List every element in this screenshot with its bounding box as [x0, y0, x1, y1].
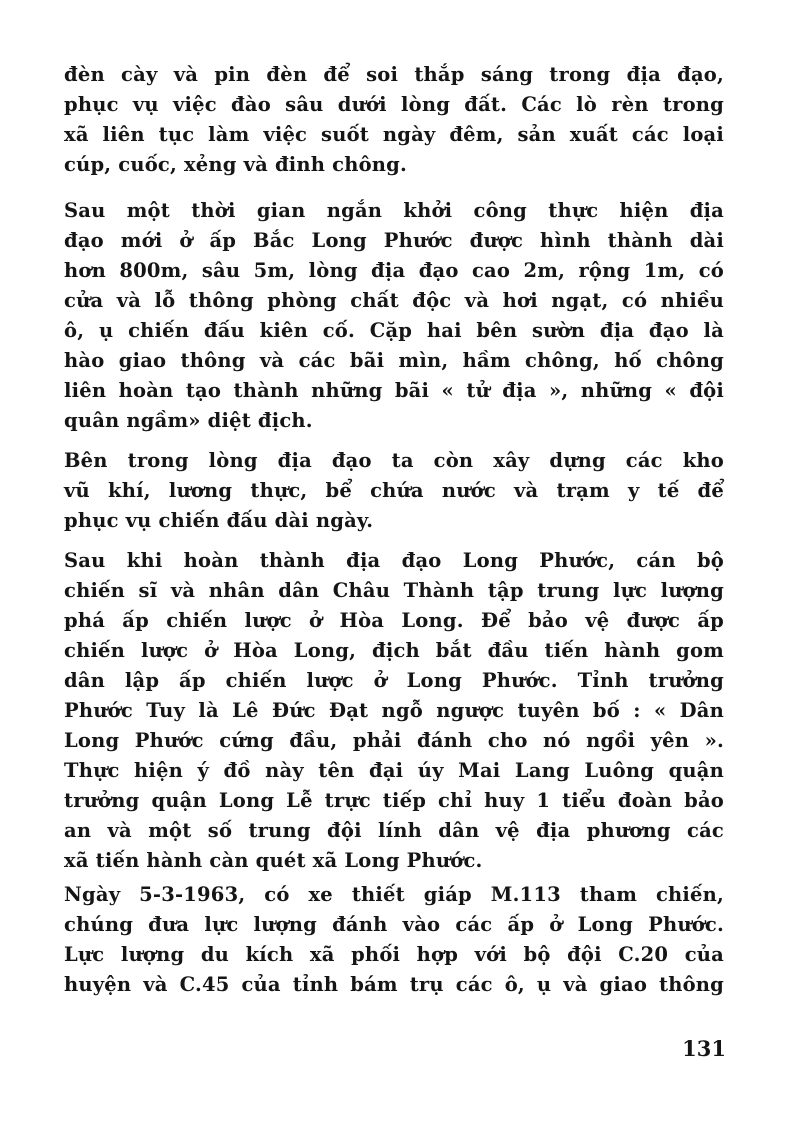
text-line: quân ngầm» diệt địch.	[64, 409, 313, 432]
paragraph-3	[64, 446, 724, 536]
text-line: Ngày 5-3-1963, có xe thiết giáp M.113 tham chiến,	[64, 883, 724, 906]
text-line: Long Phước cứng đầu, phải đánh cho nó ngồi yên ».	[64, 729, 724, 752]
text-line: xã tiến hành càn quét xã Long Phước.	[64, 849, 483, 872]
text-line: Sau khi hoàn thành địa đạo Long Phước, cán bộ	[64, 549, 724, 572]
text-line: chiến lược ở Hòa Long, địch bắt đầu tiến hành gom	[64, 639, 724, 662]
text-line: phục vụ việc đào sâu dưới lòng đất. Các lò rèn trong	[64, 93, 724, 116]
text-line: Bên trong lòng địa đạo ta còn xây dựng các kho	[64, 449, 724, 472]
text-line: đạo mới ở ấp Bắc Long Phước được hình thành dài	[64, 229, 724, 252]
text-line: cúp, cuốc, xẻng và đinh chông.	[64, 153, 408, 176]
paragraph-4	[64, 546, 724, 876]
text-line: cửa và lỗ thông phòng chất độc và hơi ngạt, có nhiều	[64, 289, 724, 312]
text-line: huyện và C.45 của tỉnh bám trụ các ô, ụ và giao thông	[64, 973, 724, 996]
text-line: an và một số trung đội lính dân vệ địa phương các	[64, 819, 724, 842]
text-line: Sau một thời gian ngắn khởi công thực hiện địa	[64, 199, 724, 222]
paragraph-2	[64, 196, 724, 436]
text-line: Lực lượng du kích xã phối hợp với bộ đội C.20 của	[64, 943, 724, 966]
text-line: trưởng quận Long Lễ trực tiếp chỉ huy 1 tiểu đoàn bảo	[64, 789, 724, 812]
text-line: hơn 800m, sâu 5m, lòng địa đạo cao 2m, rộng 1m, có	[64, 259, 724, 282]
text-line: chiến sĩ và nhân dân Châu Thành tập trung lực lượng	[64, 579, 724, 602]
text-line: ô, ụ chiến đấu kiên cố. Cặp hai bên sườn địa đạo là	[64, 319, 724, 342]
text-line: dân lập ấp chiến lược ở Long Phước. Tỉnh trưởng	[64, 669, 724, 692]
paragraph-5	[64, 880, 724, 1000]
text-line: phá ấp chiến lược ở Hòa Long. Để bảo vệ được ấp	[64, 609, 724, 632]
page-number: 131	[682, 1036, 726, 1061]
text-line: chúng đưa lực lượng đánh vào các ấp ở Long Phước.	[64, 913, 724, 936]
text-line: phục vụ chiến đấu dài ngày.	[64, 509, 374, 532]
text-line: liên hoàn tạo thành những bãi « tử địa », những « đội	[64, 379, 724, 402]
text-line: đèn cày và pin đèn để soi thắp sáng trong địa đạo,	[64, 63, 724, 86]
text-line: xã liên tục làm việc suốt ngày đêm, sản xuất các loại	[64, 123, 724, 146]
paragraph-1	[64, 60, 724, 180]
text-line: Thực hiện ý đồ này tên đại úy Mai Lang Luông quận	[64, 759, 724, 782]
text-line: Phước Tuy là Lê Đức Đạt ngỗ ngược tuyên bố : « Dân	[64, 699, 724, 722]
text-line: vũ khí, lương thực, bể chứa nước và trạm y tế để	[64, 479, 724, 502]
text-line: hào giao thông và các bãi mìn, hầm chông, hố chông	[64, 349, 724, 372]
